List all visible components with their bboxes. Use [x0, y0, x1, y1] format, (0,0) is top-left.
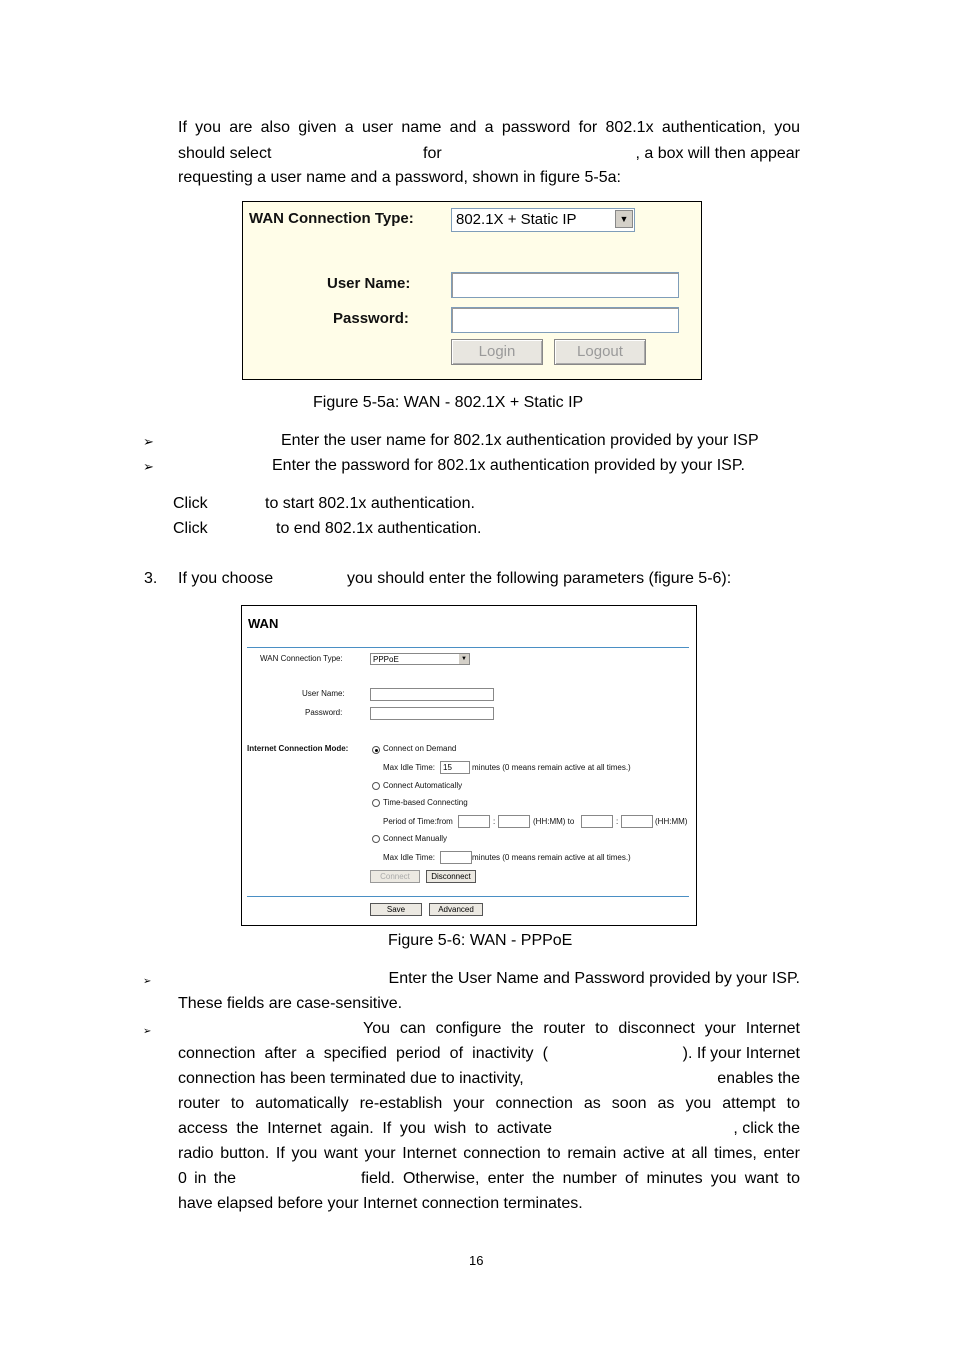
divider — [247, 647, 689, 648]
para-line-7a: 0 in the — [178, 1170, 236, 1187]
figure-5-6 — [241, 605, 697, 926]
login-button[interactable]: Login — [451, 339, 543, 365]
internet-connection-mode-label: Internet Connection Mode: — [247, 744, 349, 753]
wan-connection-type-label: WAN Connection Type: — [249, 210, 414, 227]
para-line-4: router to automatically re-establish your connection as soon as you attempt to — [178, 1095, 800, 1112]
advanced-button[interactable]: Advanced — [429, 903, 483, 916]
para-line-5a: access the Internet again. If you wish to activate — [178, 1120, 552, 1137]
disconnect-button[interactable]: Disconnect — [426, 870, 476, 883]
bullet-arrow-icon: ➢ — [143, 1026, 152, 1037]
logout-button[interactable]: Logout — [554, 339, 646, 365]
period-of-time-label: Period of Time:from — [383, 817, 453, 826]
max-idle-time-input[interactable]: 15 — [440, 761, 470, 774]
para-line-8: have elapsed before your Internet connection terminates. — [178, 1195, 583, 1212]
user-name-input[interactable] — [451, 272, 679, 298]
para-line-2a: connection after a specified period of inactivity ( — [178, 1045, 548, 1062]
connect-automatically-label: Connect Automatically — [383, 781, 463, 790]
chevron-down-icon: ▼ — [615, 210, 633, 228]
bullet-user-name-password-text: Enter the User Name and Password provided by your ISP. — [388, 970, 800, 987]
connect-on-demand-radio[interactable] — [372, 746, 380, 754]
step-3-text-a: If you choose — [178, 570, 274, 587]
password-label: Password: — [305, 708, 343, 717]
password-input[interactable] — [451, 307, 679, 333]
period-to-minute-input[interactable] — [621, 815, 653, 828]
case-sensitive-text: These fields are case-sensitive. — [178, 995, 403, 1012]
connect-on-demand-label: Connect on Demand — [383, 744, 457, 753]
password-input[interactable] — [370, 707, 494, 720]
step-3-text-b: you should enter the following parameters (figure 5-6): — [347, 570, 732, 587]
time-colon: : — [616, 817, 619, 826]
max-idle-time-note: minutes (0 means remain active at all times.) — [472, 763, 631, 772]
wan-connection-type-value: PPPoE — [373, 655, 399, 664]
click-login-text: to start 802.1x authentication. — [265, 495, 475, 512]
intro-line-2b: for — [423, 145, 442, 162]
time-colon: : — [493, 817, 496, 826]
bullet-arrow-icon: ➢ — [143, 434, 154, 449]
bullet-arrow-icon: ➢ — [143, 976, 152, 987]
connect-button[interactable]: Connect — [370, 870, 420, 883]
connect-on-demand-desc-1: You can configure the router to disconnect your Internet — [363, 1020, 800, 1037]
wan-connection-type-select[interactable] — [370, 653, 470, 665]
password-label: Password: — [333, 310, 409, 327]
max-idle-time-label-2: Max Idle Time: — [383, 853, 436, 862]
hhmm-label: (HH:MM) — [655, 817, 688, 826]
figure-5-6-caption: Figure 5-6: WAN - PPPoE — [388, 932, 573, 949]
time-based-connecting-radio[interactable] — [372, 799, 380, 807]
wan-connection-type-select[interactable] — [451, 208, 635, 232]
max-idle-time-input-2[interactable] — [440, 851, 472, 864]
para-line-3a: connection has been terminated due to inactivity, — [178, 1070, 524, 1087]
wan-connection-type-value: 802.1X + Static IP — [456, 211, 577, 228]
page-number: 16 — [469, 1253, 484, 1268]
intro-line-2a: should select — [178, 145, 272, 162]
step-3-number: 3. — [144, 570, 158, 587]
click-logout-text: to end 802.1x authentication. — [276, 520, 482, 537]
intro-line-3: requesting a user name and a password, shown in figure 5-5a: — [178, 169, 621, 186]
period-to-hour-input[interactable] — [581, 815, 613, 828]
user-name-input[interactable] — [370, 688, 494, 701]
connect-manually-label: Connect Manually — [383, 834, 448, 843]
save-button[interactable]: Save — [370, 903, 422, 916]
click-word: Click — [173, 495, 208, 512]
para-line-2b: ). If your Internet — [682, 1045, 800, 1062]
para-line-3b: enables the — [717, 1070, 800, 1087]
connect-automatically-radio[interactable] — [372, 782, 380, 790]
hhmm-to-label: (HH:MM) to — [533, 817, 575, 826]
user-name-label: User Name: — [302, 689, 345, 698]
figure-5-5a-caption: Figure 5-5a: WAN - 802.1X + Static IP — [313, 394, 584, 411]
bullet-user-name-text: Enter the user name for 802.1x authentication provided by your ISP — [281, 432, 759, 449]
para-line-5b: , click the — [733, 1120, 800, 1137]
chevron-down-icon: ▼ — [459, 654, 469, 664]
bullet-arrow-icon: ➢ — [143, 459, 154, 474]
wan-section-title: WAN — [248, 616, 279, 631]
intro-line-1: If you are also given a user name and a password for 802.1x authentication, you — [178, 119, 800, 136]
para-line-6: radio button. If you want your Internet connection to remain active at all times, enter — [178, 1145, 800, 1162]
intro-line-2c: , a box will then appear — [635, 145, 800, 162]
divider — [247, 896, 689, 897]
bullet-password-text: Enter the password for 802.1x authentication provided by your ISP. — [272, 457, 745, 474]
para-line-7b: field. Otherwise, enter the number of minutes you want to — [361, 1170, 800, 1187]
figure-5-5a — [242, 201, 702, 380]
max-idle-time-label: Max Idle Time: — [383, 763, 436, 772]
period-from-minute-input[interactable] — [498, 815, 530, 828]
time-based-connecting-label: Time-based Connecting — [383, 798, 468, 807]
user-name-label: User Name: — [327, 275, 411, 292]
click-word: Click — [173, 520, 208, 537]
connect-manually-radio[interactable] — [372, 835, 380, 843]
wan-connection-type-label: WAN Connection Type: — [260, 654, 343, 663]
period-from-hour-input[interactable] — [458, 815, 490, 828]
max-idle-time-note-2: minutes (0 means remain active at all times.) — [472, 853, 631, 862]
